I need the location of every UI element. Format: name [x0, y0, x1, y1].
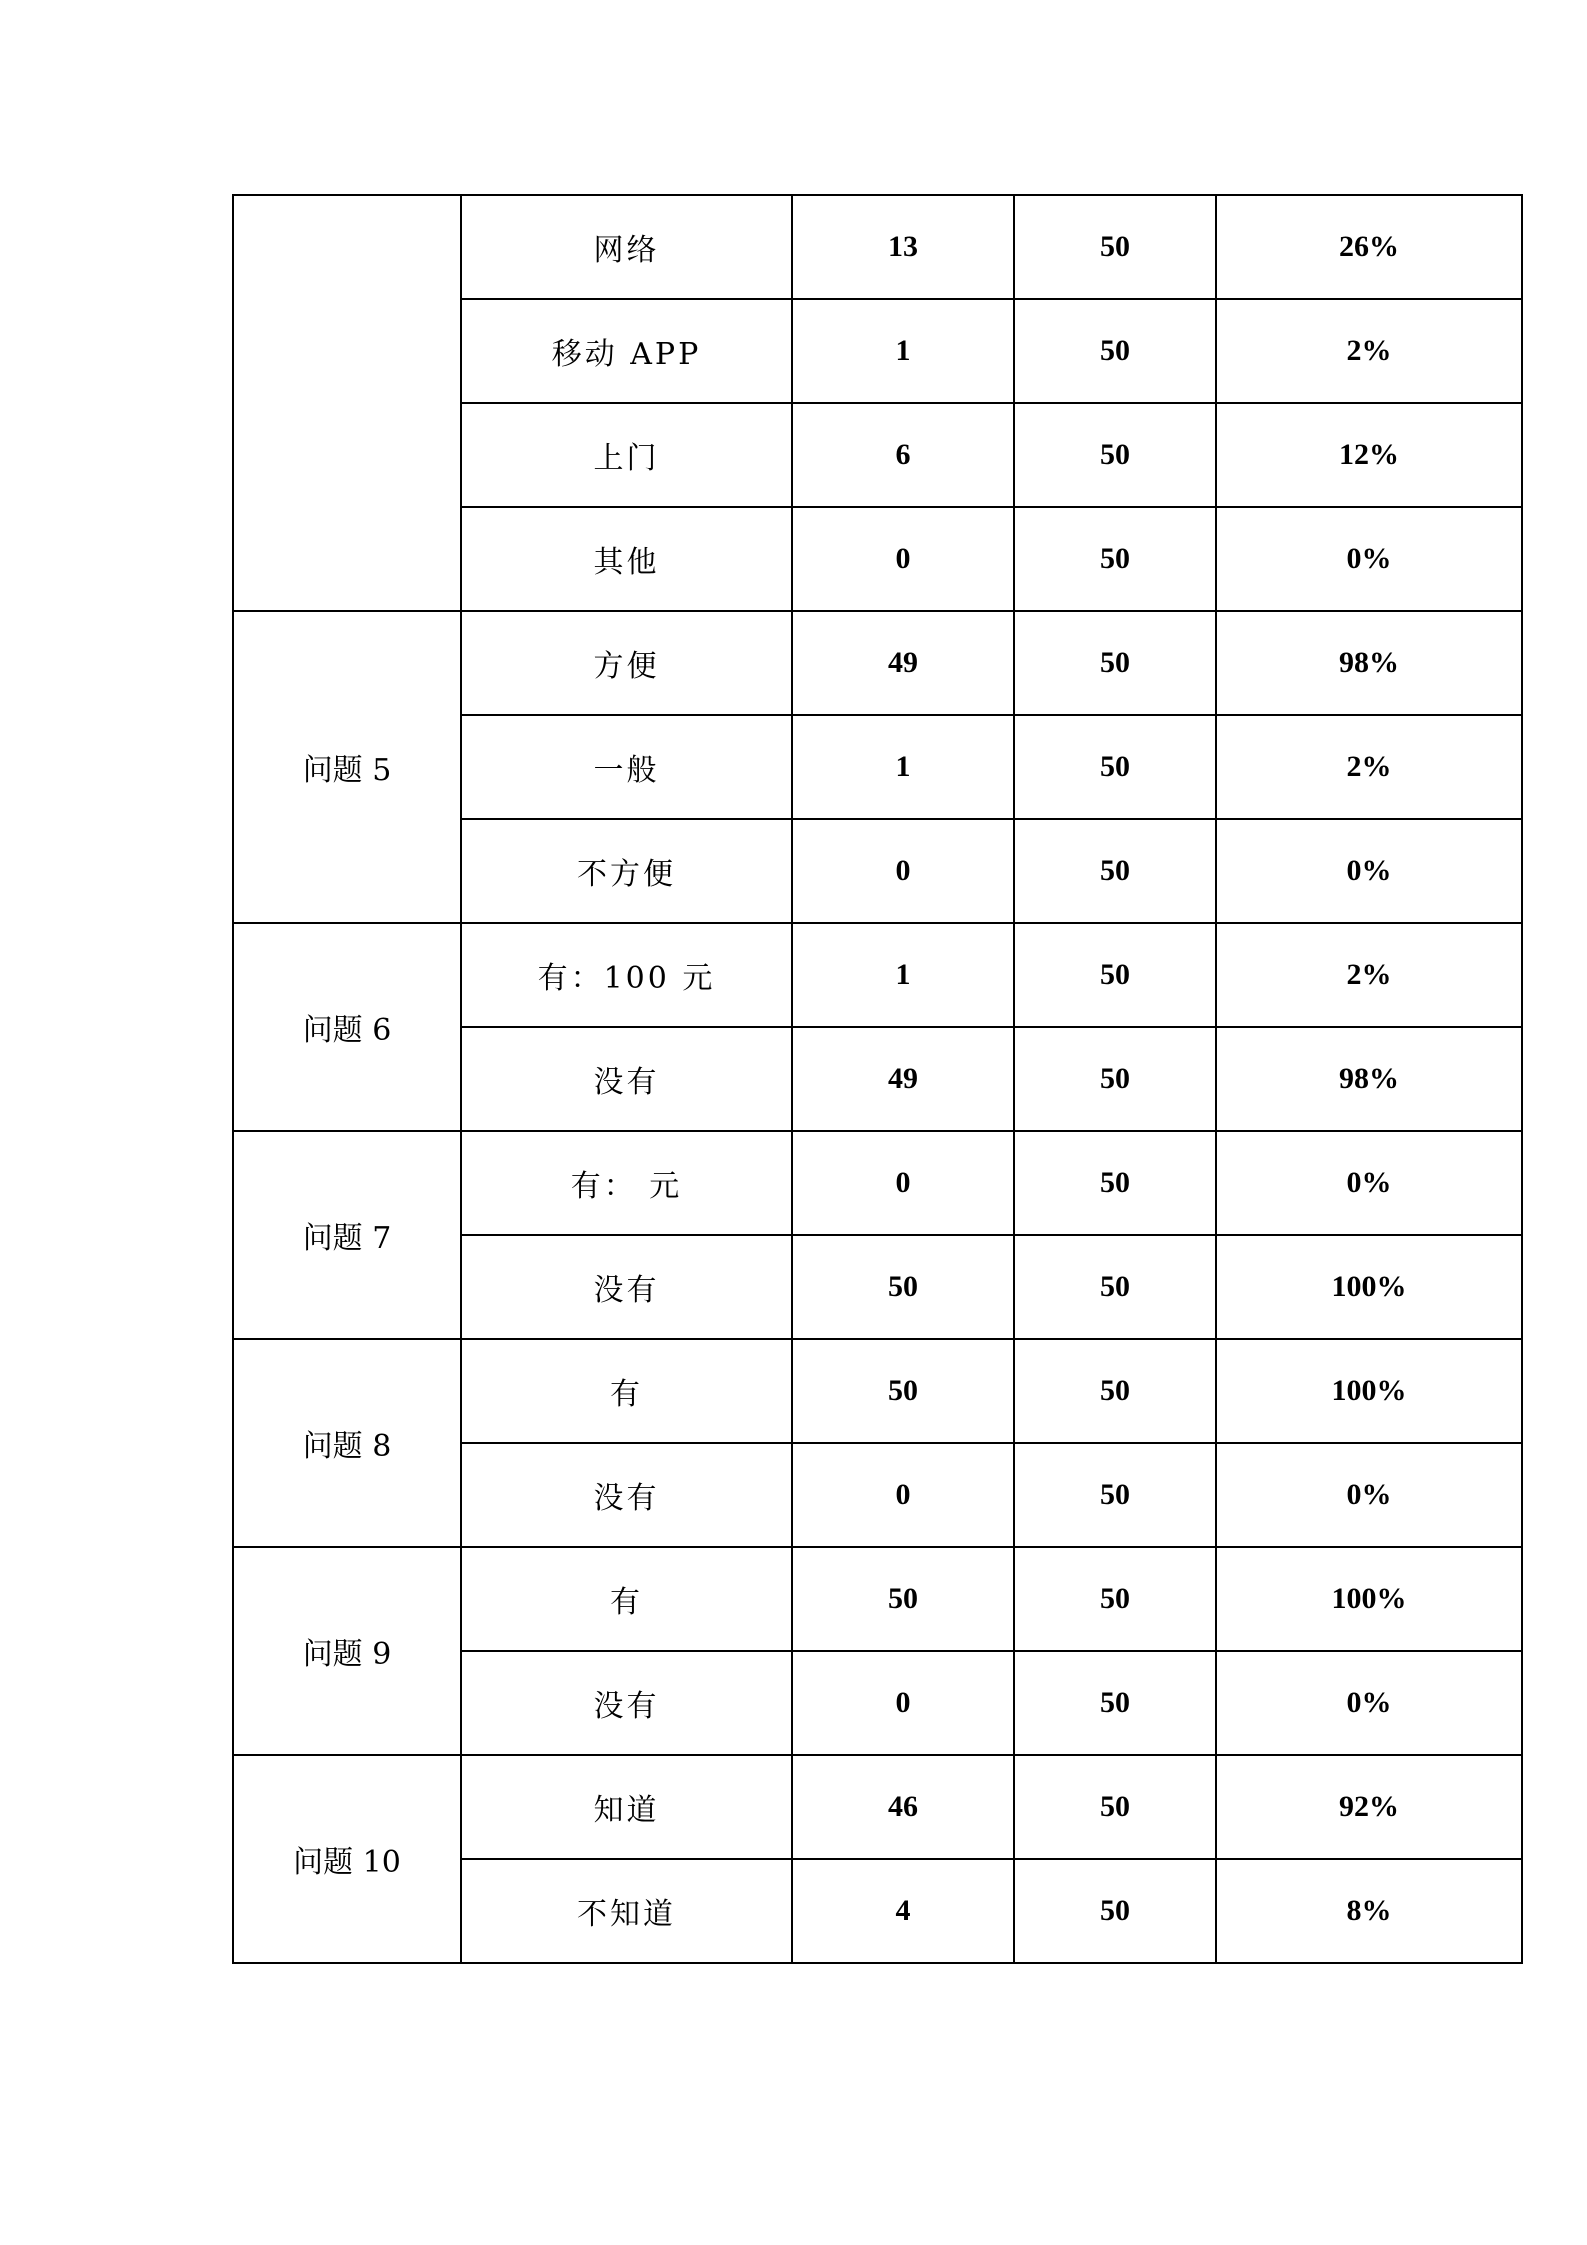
percent-cell: 0% — [1216, 1131, 1522, 1235]
total-cell: 50 — [1014, 1027, 1216, 1131]
option-label: 方便 — [593, 649, 660, 684]
question-label: 问题 6 — [302, 1013, 392, 1048]
question-cell — [233, 1131, 461, 1339]
option-cell — [461, 1131, 792, 1235]
option-label: 不方便 — [577, 857, 676, 892]
count-cell: 50 — [792, 1547, 1014, 1651]
count-cell: 1 — [792, 715, 1014, 819]
option-label: 一般 — [593, 753, 660, 788]
count-cell: 6 — [792, 403, 1014, 507]
option-label: 网络 — [593, 233, 660, 268]
option-label: 有：100 元 — [537, 961, 716, 996]
option-cell — [461, 299, 792, 403]
total-cell: 50 — [1014, 819, 1216, 923]
option-cell — [461, 195, 792, 299]
option-label: 没有 — [593, 1065, 660, 1100]
option-cell — [461, 1547, 792, 1651]
count-cell: 49 — [792, 611, 1014, 715]
option-label: 没有 — [593, 1273, 660, 1308]
table-row — [233, 923, 1522, 1027]
option-label: 有 — [610, 1585, 643, 1620]
total-cell: 50 — [1014, 507, 1216, 611]
option-cell — [461, 1443, 792, 1547]
total-cell: 50 — [1014, 1755, 1216, 1859]
option-cell — [461, 1651, 792, 1755]
total-cell: 50 — [1014, 1235, 1216, 1339]
percent-cell: 100% — [1216, 1547, 1522, 1651]
count-cell: 4 — [792, 1859, 1014, 1963]
total-cell: 50 — [1014, 1131, 1216, 1235]
table-row — [233, 611, 1522, 715]
total-cell: 50 — [1014, 1547, 1216, 1651]
table-row — [233, 1339, 1522, 1443]
option-cell — [461, 1859, 792, 1963]
percent-cell: 2% — [1216, 299, 1522, 403]
percent-cell: 98% — [1216, 611, 1522, 715]
option-cell — [461, 819, 792, 923]
option-cell — [461, 1339, 792, 1443]
count-cell: 0 — [792, 507, 1014, 611]
percent-cell: 2% — [1216, 923, 1522, 1027]
percent-cell: 92% — [1216, 1755, 1522, 1859]
option-cell — [461, 403, 792, 507]
count-cell: 0 — [792, 819, 1014, 923]
total-cell: 50 — [1014, 1651, 1216, 1755]
table-row — [233, 195, 1522, 299]
count-cell: 0 — [792, 1651, 1014, 1755]
table-row — [233, 1755, 1522, 1859]
total-cell: 50 — [1014, 195, 1216, 299]
total-cell: 50 — [1014, 403, 1216, 507]
option-label: 有 — [610, 1377, 643, 1412]
count-cell: 0 — [792, 1131, 1014, 1235]
question-label: 问题 9 — [302, 1637, 392, 1672]
question-label: 问题 10 — [293, 1845, 401, 1880]
question-label: 问题 8 — [302, 1429, 392, 1464]
count-cell: 13 — [792, 195, 1014, 299]
total-cell: 50 — [1014, 715, 1216, 819]
option-label: 有： 元 — [570, 1169, 683, 1204]
option-cell — [461, 1235, 792, 1339]
option-cell — [461, 923, 792, 1027]
percent-cell: 8% — [1216, 1859, 1522, 1963]
option-cell — [461, 1027, 792, 1131]
total-cell: 50 — [1014, 1339, 1216, 1443]
percent-cell: 100% — [1216, 1235, 1522, 1339]
percent-cell: 0% — [1216, 1443, 1522, 1547]
count-cell: 50 — [792, 1235, 1014, 1339]
percent-cell: 2% — [1216, 715, 1522, 819]
percent-cell: 0% — [1216, 819, 1522, 923]
question-label: 问题 7 — [302, 1221, 392, 1256]
option-label: 移动 APP — [551, 337, 702, 372]
question-label: 问题 5 — [302, 753, 392, 788]
total-cell: 50 — [1014, 1443, 1216, 1547]
count-cell: 49 — [792, 1027, 1014, 1131]
question-cell — [233, 611, 461, 923]
count-cell: 50 — [792, 1339, 1014, 1443]
percent-cell: 0% — [1216, 1651, 1522, 1755]
question-cell — [233, 1339, 461, 1547]
count-cell: 1 — [792, 923, 1014, 1027]
table-row — [233, 1547, 1522, 1651]
percent-cell: 12% — [1216, 403, 1522, 507]
option-cell — [461, 507, 792, 611]
total-cell: 50 — [1014, 299, 1216, 403]
option-cell — [461, 611, 792, 715]
question-cell — [233, 923, 461, 1131]
total-cell: 50 — [1014, 611, 1216, 715]
question-cell — [233, 1755, 461, 1963]
count-cell: 0 — [792, 1443, 1014, 1547]
percent-cell: 100% — [1216, 1339, 1522, 1443]
percent-cell: 0% — [1216, 507, 1522, 611]
option-label: 没有 — [593, 1481, 660, 1516]
count-cell: 1 — [792, 299, 1014, 403]
question-cell — [233, 195, 461, 611]
table-row — [233, 1131, 1522, 1235]
count-cell: 46 — [792, 1755, 1014, 1859]
percent-cell: 98% — [1216, 1027, 1522, 1131]
question-cell — [233, 1547, 461, 1755]
option-label: 没有 — [593, 1689, 660, 1724]
option-cell — [461, 715, 792, 819]
total-cell: 50 — [1014, 923, 1216, 1027]
survey-results-table — [232, 194, 1523, 1964]
total-cell: 50 — [1014, 1859, 1216, 1963]
option-label: 知道 — [593, 1793, 660, 1828]
percent-cell: 26% — [1216, 195, 1522, 299]
option-label: 其他 — [593, 545, 660, 580]
option-label: 上门 — [593, 441, 660, 476]
option-cell — [461, 1755, 792, 1859]
option-label: 不知道 — [577, 1897, 676, 1932]
